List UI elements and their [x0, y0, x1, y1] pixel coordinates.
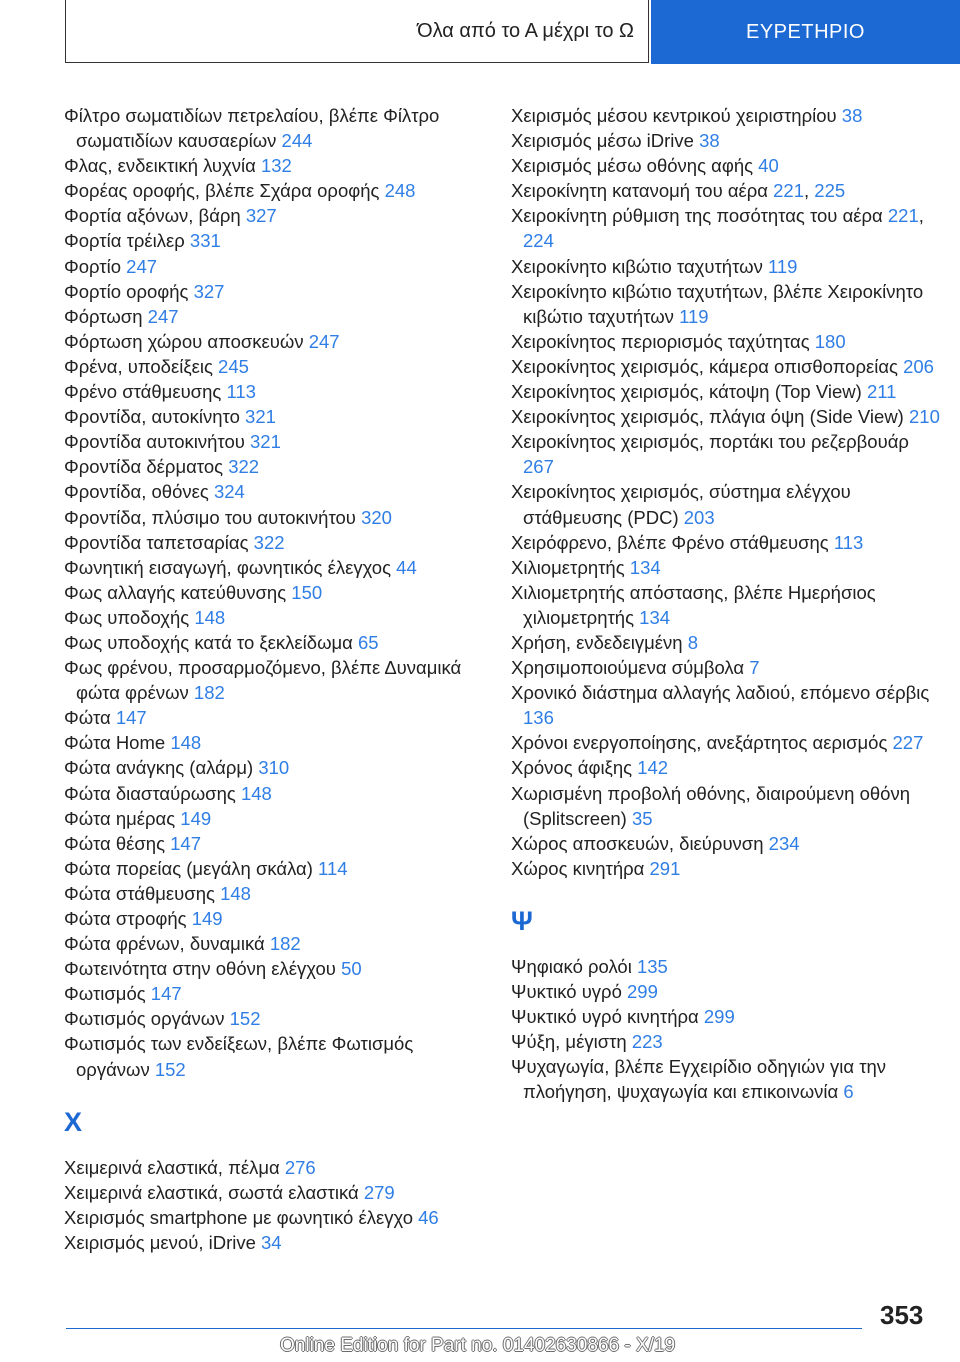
index-entry [64, 1031, 484, 1081]
index-entry-text: Φορτίο [64, 255, 122, 277]
page-ref-link[interactable]: 34 [261, 1231, 282, 1253]
index-entry-text: Φωτισμός οργάνων [64, 1008, 225, 1030]
index-entry [64, 755, 484, 780]
index-entry-text: Ψυκτικό υγρό κινητήρα [511, 1006, 699, 1028]
index-entry-text: Χειρισμός μενού, iDrive [64, 1231, 256, 1253]
page-ref-link[interactable]: 135 [636, 955, 668, 977]
index-entry-text: Ψύξη, μέγιστη [511, 1031, 627, 1053]
index-entry-text: Ψηφιακό ρολόι [511, 955, 632, 977]
index-entry [511, 1054, 941, 1104]
tab-index[interactable]: ΕΥΡΕΤΗΡΙΟ [651, 0, 960, 64]
index-entry: Χειροκίνητη κατανομή του αέρα 221, 225 [511, 180, 846, 202]
index-entry [64, 705, 484, 730]
index-entry [511, 530, 941, 555]
page-ref-link[interactable]: 223 [631, 1031, 663, 1053]
page-ref-link[interactable]: 322 [228, 456, 260, 478]
page-ref-link[interactable]: 210 [909, 406, 940, 428]
page-ref-link[interactable]: 234 [768, 832, 800, 854]
index-entry [64, 956, 484, 981]
index-entry [64, 404, 484, 429]
index-entry-text: Χώρος κινητήρα [511, 857, 645, 879]
index-entry [511, 856, 941, 881]
index-entry [511, 781, 941, 831]
index-entry-text: Χειροκίνητος χειρισμός, κάμερα οπισθοπορείας [511, 355, 898, 377]
page-ref-link[interactable]: 6 [843, 1081, 854, 1103]
index-entry-text: Φώτα ημέρας [64, 807, 176, 829]
index-entry [511, 655, 941, 680]
index-entry-text: Φροντίδα, πλύσιμο του αυτοκινήτου [64, 506, 356, 528]
index-column-left [64, 103, 484, 1255]
page-ref-link[interactable]: 327 [245, 205, 277, 227]
page-ref-link[interactable]: 152 [154, 1058, 186, 1080]
index-entry-text: Χειροκίνητη ρύθμιση της ποσότητας του αέρα [511, 205, 883, 227]
page-ref-link[interactable]: 310 [258, 757, 290, 779]
index-entry-text: Φροντίδα, αυτοκίνητο [64, 406, 240, 428]
page-ref-link[interactable]: 119 [767, 255, 798, 277]
page-ref-link[interactable]: 327 [193, 280, 225, 302]
page-ref-link[interactable]: 7 [749, 657, 760, 679]
page-ref-link[interactable]: 206 [903, 355, 934, 377]
page-ref-link[interactable]: 148 [240, 782, 272, 804]
index-entry [511, 954, 941, 979]
footer-divider [66, 1328, 862, 1329]
page-ref-link[interactable]: 331 [189, 230, 221, 252]
page-ref-link[interactable]: 247 [147, 305, 179, 327]
index-entry-text: Ψυχαγωγία, βλέπε Εγχειρίδιο οδηγιών για την πλοήγηση, ψυχαγωγία και επικοινωνία [511, 1056, 887, 1103]
index-entry [64, 906, 484, 931]
index-entry-text: Χιλιομετρητής [511, 556, 625, 578]
index-entry-text: Χειροκίνητος χειρισμός, κάτοψη (Top View) [511, 381, 862, 403]
index-entry [511, 680, 941, 730]
page-ref-link[interactable]: 65 [358, 631, 379, 653]
index-entry [64, 354, 484, 379]
page-ref-link[interactable]: 221 [773, 180, 805, 202]
page-ref-link[interactable]: 148 [170, 732, 202, 754]
page-ref-link[interactable]: 149 [180, 807, 212, 829]
index-entry-text: Φορέας οροφής, βλέπε Σχάρα οροφής [64, 180, 380, 202]
page-ref-link[interactable]: 142 [637, 757, 669, 779]
page-ref-link[interactable]: 134 [629, 556, 661, 578]
index-entry-text: Ψυκτικό υγρό [511, 981, 622, 1002]
index-entry-text: Φώτα διασταύρωσης [64, 782, 236, 804]
index-entry [64, 429, 484, 454]
page-ref-link[interactable]: 150 [291, 581, 323, 603]
index-entry-text: Φως υποδοχής κατά το ξεκλείδωμα [64, 631, 353, 653]
index-entry [511, 153, 941, 178]
index-entry-text: Χειροκίνητη κατανομή του αέρα [511, 180, 768, 202]
page-ref-link[interactable]: 245 [218, 355, 249, 377]
page-ref-link[interactable]: 38 [699, 130, 720, 152]
index-entry-text: Φωνητική εισαγωγή, φωνητικός έλεγχος [64, 556, 392, 578]
page-ref-link[interactable]: 40 [758, 155, 779, 177]
index-entry-text: Χειρόφρενο, βλέπε Φρένο στάθμευσης [511, 531, 829, 553]
index-entry: Χειροκίνητη ρύθμιση της ποσότητας του αέρα 221, 224 [511, 205, 924, 252]
page-ref-link[interactable]: 136 [523, 707, 554, 729]
page-ref-link[interactable]: 148 [194, 606, 226, 628]
page-ref-link[interactable]: 149 [191, 908, 223, 929]
page-ref-link[interactable]: 180 [814, 330, 846, 352]
index-entry-text: Φορτία τρέιλερ [64, 230, 185, 252]
index-entry-text: Φώτα στροφής [64, 908, 187, 929]
index-entry-text: Φώτα θέσης [64, 832, 165, 854]
page-ref-link[interactable]: 224 [523, 230, 554, 252]
index-entry-text: Φωτισμός [64, 983, 146, 1005]
page-ref-link[interactable]: 147 [115, 707, 147, 729]
index-entry-text: Χειροκίνητο κιβώτιο ταχυτήτων, βλέπε Χειροκίνητο κιβώτιο ταχυτήτων [511, 280, 924, 327]
page-ref-link[interactable]: 321 [250, 431, 281, 453]
index-entry-text: Φορτία αξόνων, βάρη [64, 205, 241, 227]
index-entry [511, 730, 941, 755]
index-entry [64, 530, 484, 555]
index-entry [64, 1230, 484, 1255]
index-entry-text: Φώτα [64, 707, 111, 729]
index-entry [511, 979, 941, 1004]
page-ref-link[interactable]: 324 [213, 481, 245, 503]
index-entry-text: Φώτα ανάγκης (αλάρμ) [64, 757, 254, 779]
index-column-right [511, 103, 941, 1104]
page-ref-link[interactable]: 148 [220, 882, 251, 904]
index-entry [64, 379, 484, 404]
page-ref-link[interactable]: 134 [639, 606, 671, 628]
page-ref-link[interactable]: 211 [866, 381, 897, 403]
index-entry-text: Χωρισμένη προβολή οθόνης, διαιρούμενη οθόνη (Splitscreen) [511, 782, 910, 829]
page-ref-link[interactable]: 247 [126, 255, 158, 277]
index-entry-text: Φώτα πορείας (μεγάλη σκάλα) [64, 857, 313, 879]
index-entry [64, 730, 484, 755]
page-ref-link[interactable]: 221 [887, 205, 919, 227]
index-entry [64, 781, 484, 806]
index-entry [64, 580, 484, 605]
index-entry-text: Χειροκίνητος χειρισμός, πλάγια όψη (Side View) [511, 406, 904, 428]
page-ref-link[interactable]: 321 [245, 406, 276, 428]
index-entry-text: Χρόνος άφιξης [511, 757, 633, 779]
page-ref-link[interactable]: 225 [814, 180, 846, 202]
index-entry-text: Χειροκίνητος περιορισμός ταχύτητας [511, 330, 810, 352]
index-entry [64, 1155, 484, 1180]
index-entry-text: Χειροκίνητος χειρισμός, πορτάκι του ρεζερβουάρ [511, 431, 909, 453]
index-entry [511, 254, 941, 279]
index-entry [511, 1029, 941, 1054]
index-entry-text: Φλας, ενδεικτική λυχνία [64, 155, 256, 177]
index-entry [64, 856, 484, 881]
page-ref-link[interactable]: 147 [170, 832, 201, 854]
index-entry [511, 329, 941, 354]
section-letter: Χ [64, 1106, 83, 1137]
page-ref-link[interactable]: 248 [384, 180, 416, 202]
index-entry-text: Φώτα φρένων, δυναμικά [64, 933, 265, 955]
page-ref-link[interactable]: 227 [892, 732, 924, 754]
index-entry [511, 279, 941, 329]
page-ref-link[interactable]: 50 [341, 958, 362, 980]
index-entry [511, 630, 941, 655]
index-entry-text: Χειρισμός μέσω iDrive [511, 130, 694, 152]
index-entry-text: Φώτα στάθμευσης [64, 882, 215, 904]
page-ref-link[interactable]: 182 [193, 682, 225, 704]
index-entry [64, 981, 484, 1006]
index-entry [511, 429, 941, 479]
index-entry [64, 806, 484, 831]
index-entry [64, 655, 484, 705]
index-entry [64, 931, 484, 956]
page-ref-link[interactable]: 113 [226, 381, 256, 403]
page-ref-link[interactable]: 152 [229, 1008, 261, 1030]
page-ref-link[interactable]: 279 [363, 1181, 395, 1203]
index-entry [64, 605, 484, 630]
header-tabs [65, 0, 960, 64]
index-entry [64, 103, 484, 153]
index-entry [511, 555, 941, 580]
index-entry [511, 103, 941, 128]
index-entry-text: Φώτα Home [64, 732, 166, 754]
page-ref-link[interactable]: 182 [269, 933, 301, 955]
index-entry-text: Φρένο στάθμευσης [64, 381, 222, 403]
tab-alphabet[interactable]: Όλα από το Α μέχρι το Ω [65, 0, 649, 63]
index-entry-text: Φόρτωση χώρου αποσκευών [64, 330, 304, 352]
index-entry-text: Φίλτρο σωματιδίων πετρελαίου, βλέπε Φίλτρο σωματιδίων καυσαερίων [64, 105, 440, 152]
section-letter: Ψ [511, 905, 533, 936]
index-entry [64, 630, 484, 655]
index-entry [64, 1180, 484, 1205]
index-entry [64, 479, 484, 504]
index-entry-text: Φροντίδα αυτοκινήτου [64, 431, 245, 453]
index-entry [511, 379, 941, 404]
index-entry [511, 580, 941, 630]
page-ref-link[interactable]: 114 [318, 857, 348, 879]
index-entry [64, 454, 484, 479]
index-entry [64, 555, 484, 580]
index-entry [64, 228, 484, 253]
page-ref-link[interactable]: 244 [281, 130, 313, 152]
page-ref-link[interactable]: 299 [703, 1006, 735, 1028]
page-ref-link[interactable]: 35 [631, 807, 653, 829]
index-entry [511, 755, 941, 780]
index-entry [64, 1006, 484, 1031]
page-ref-link[interactable]: 46 [418, 1206, 439, 1228]
index-entry-text: Φορτίο οροφής [64, 280, 189, 302]
index-entry [64, 203, 484, 228]
index-entry [64, 505, 484, 530]
page-ref-link[interactable]: 322 [253, 531, 285, 553]
index-entry-text: Χειρισμός μέσω οθόνης αφής [511, 155, 754, 177]
footer-edition: Online Edition for Part no. 01402630866 - X/19 [280, 1335, 676, 1356]
index-entry-text: Φωτεινότητα στην οθόνη ελέγχου [64, 958, 336, 980]
index-entry-text: Χειρισμός smartphone με φωνητικό έλεγχο [64, 1206, 413, 1228]
page-ref-link[interactable]: 38 [841, 105, 863, 126]
index-entry [64, 329, 484, 354]
index-entry-text: Χιλιομετρητής απόστασης, βλέπε Ημερήσιος χιλιομετρητής [511, 581, 876, 628]
index-entry-text: Φως υποδοχής [64, 606, 190, 628]
index-entry [64, 254, 484, 279]
page-ref-link[interactable]: 119 [679, 305, 709, 327]
index-entry-text: Φροντίδα δέρματος [64, 456, 224, 478]
index-entry [64, 279, 484, 304]
index-entry-text: Φρένα, υποδείξεις [64, 355, 213, 377]
page-ref-link[interactable]: 267 [523, 456, 554, 478]
page-ref-link[interactable]: 113 [833, 531, 864, 553]
index-entry-text: Χειροκίνητος χειρισμός, σύστημα ελέγχου στάθμευσης (PDC) [511, 481, 851, 528]
index-entry-text: Χειμερινά ελαστικά, σωστά ελαστικά [64, 1181, 359, 1203]
index-entry-text: Χρόνοι ενεργοποίησης, ανεξάρτητος αερισμός [511, 732, 888, 754]
index-entry-text: Φροντίδα, οθόνες [64, 481, 209, 503]
index-entry [511, 1004, 941, 1029]
index-entry-text: Χρήση, ενδεδειγμένη [511, 631, 683, 653]
index-entry [511, 128, 941, 153]
index-entry [64, 178, 484, 203]
index-entry-text: Χειρισμός μέσου κεντρικού χειριστηρίου [511, 105, 837, 126]
index-entry-text: Χρησιμοποιούμενα σύμβολα [511, 657, 745, 679]
index-entry [511, 404, 941, 429]
index-entry-text: Φωτισμός των ενδείξεων, βλέπε Φωτισμός οργάνων [64, 1033, 414, 1080]
page-ref-link[interactable]: 276 [284, 1156, 316, 1178]
index-entry [511, 479, 941, 529]
page-ref-link[interactable]: 8 [687, 631, 698, 653]
page-ref-link[interactable]: 291 [649, 857, 681, 879]
index-entry-text: Φως αλλαγής κατεύθυνσης [64, 581, 287, 603]
page-ref-link[interactable]: 299 [627, 981, 658, 1002]
index-entry-text: Χειροκίνητο κιβώτιο ταχυτήτων [511, 255, 763, 277]
page-ref-link[interactable]: 320 [361, 506, 392, 528]
page-ref-link[interactable]: 44 [396, 556, 417, 578]
page-ref-link[interactable]: 203 [683, 506, 715, 528]
index-entry [511, 831, 941, 856]
page-ref-link[interactable]: 132 [260, 155, 292, 177]
page-ref-link[interactable]: 147 [150, 983, 182, 1005]
index-entry-text: Φόρτωση [64, 305, 143, 327]
index-entry [64, 304, 484, 329]
index-entry [511, 354, 941, 379]
index-entry-text: Χώρος αποσκευών, διεύρυνση [511, 832, 764, 854]
index-entry-text: Χειμερινά ελαστικά, πέλμα [64, 1156, 280, 1178]
index-entry-text: Χρονικό διάστημα αλλαγής λαδιού, επόμενο σέρβις [511, 682, 930, 704]
index-entry-text: Φως φρένου, προσαρμοζόμενο, βλέπε Δυναμικά φώτα φρένων [64, 657, 462, 704]
index-entry [64, 881, 484, 906]
index-entry [64, 153, 484, 178]
page-number: 353 [880, 1300, 924, 1330]
page-ref-link[interactable]: 247 [308, 330, 340, 352]
index-entry-text: Φροντίδα ταπετσαρίας [64, 531, 249, 553]
index-entry [64, 831, 484, 856]
index-entry [64, 1205, 484, 1230]
